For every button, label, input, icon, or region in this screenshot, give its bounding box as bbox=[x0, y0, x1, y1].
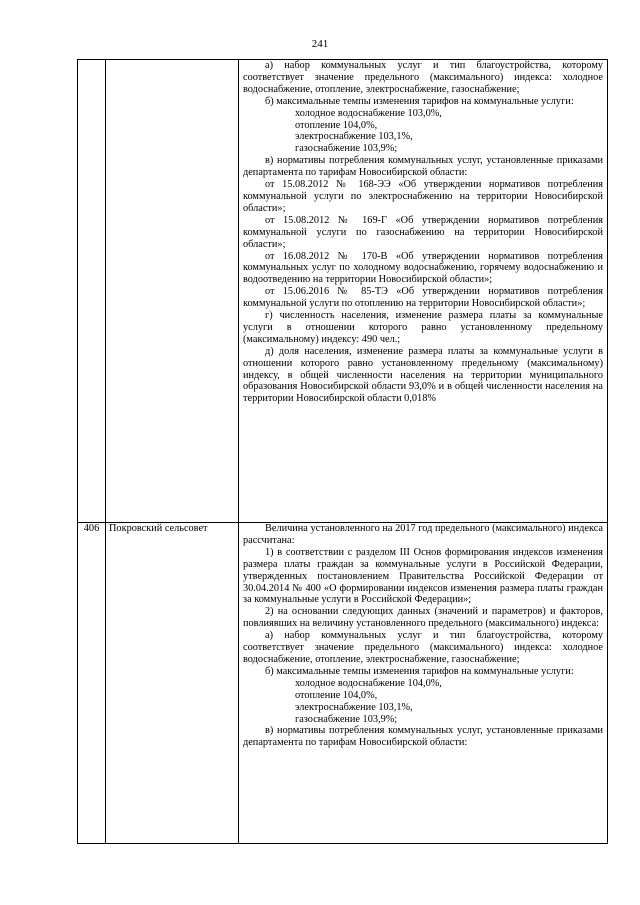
description-cell bbox=[239, 523, 608, 844]
document-table bbox=[77, 59, 608, 844]
paragraph: д) доля населения, изменение размера платы за коммунальные услуги в отношении которого равно установленному предельному (максимальному) индексу, в общей численности населения на территории муниципального образования Новосибирской области 93,0% и в общей численности населения на территории Новосибирской области 0,018% bbox=[243, 345, 603, 405]
page-number: 241 bbox=[311, 38, 329, 50]
paragraph: Величина установленного на 2017 год предельного (максимального) индекса рассчитана: bbox=[243, 523, 603, 546]
tariff-item: газоснабжение 103,9%; bbox=[295, 713, 398, 725]
paragraph: в) нормативы потребления коммунальных услуг, установленные приказами департамента по тарифам Новосибирской области: bbox=[243, 155, 603, 179]
paragraph: от 15.08.2012 № 168-ЭЭ «Об утверждении нормативов потребления коммунальной услуги по электроснабжению на территории Новосибирской области»; bbox=[243, 179, 603, 214]
paragraph: а) набор коммунальных услуг и тип благоустройства, которому соответствует значение предельного (максимального) индекса: холодное водоснабжение, отопление, электроснабжение, газоснабжение; bbox=[243, 630, 603, 665]
paragraph: 2) на основании следующих данных (значений и параметров) и факторов, повлиявших на величину установленного предельного (максимального) индекса: bbox=[243, 606, 603, 630]
paragraph: б) максимальные темпы изменения тарифов на коммунальные услуги: bbox=[265, 95, 574, 107]
tariff-item: отопление 104,0%, bbox=[295, 119, 378, 131]
paragraph: а) набор коммунальных услуг и тип благоустройства, которому соответствует значение предельного (максимального) индекса: холодное водоснабжение, отопление, электроснабжение, газоснабжение; bbox=[243, 60, 603, 95]
paragraph: от 16.08.2012 № 170-В «Об утверждении нормативов потребления коммунальных услуг по холодному водоснабжению, горячему водоснабжению и водоотведению на территории Новосибирской области»; bbox=[243, 250, 603, 286]
paragraph: от 15.06.2016 № 85-ТЭ «Об утверждении нормативов потребления коммунальной услуги по отоплению на территории Новосибирской области»; bbox=[243, 286, 603, 310]
table-row bbox=[78, 60, 608, 523]
paragraph: б) максимальные темпы изменения тарифов на коммунальные услуги: bbox=[265, 665, 574, 677]
row-number-cell bbox=[78, 60, 106, 523]
paragraph: от 15.08.2012 № 169-Г «Об утверждении нормативов потребления коммунальной услуги по газоснабжению на территории Новосибирской области»; bbox=[243, 214, 603, 250]
tariff-item: холодное водоснабжение 104,0%, bbox=[295, 677, 442, 689]
municipality-name-cell bbox=[106, 60, 239, 523]
tariff-item: электроснабжение 103,1%, bbox=[295, 701, 413, 713]
paragraph: в) нормативы потребления коммунальных услуг, установленные приказами департамента по тарифам Новосибирской области: bbox=[243, 725, 603, 749]
paragraph: 1) в соответствии с разделом III Основ формирования индексов изменения размера платы граждан за коммунальные услуги в Российской Федерации, утвержденных постановлением Правительства Российской Федерации от 30.04.2014 № 400 «О формировании индексов изменения размера платы граждан за коммунальные услуги в Российской Федерации»; bbox=[243, 546, 603, 606]
table-row bbox=[78, 523, 608, 844]
tariff-item: газоснабжение 103,9%; bbox=[295, 143, 398, 155]
description-cell bbox=[239, 60, 608, 523]
row-number-cell: 406 bbox=[78, 523, 106, 844]
tariff-item: холодное водоснабжение 103,0%, bbox=[295, 107, 442, 119]
tariff-item: отопление 104,0%, bbox=[295, 689, 378, 701]
municipality-name-cell: Покровский сельсовет bbox=[106, 523, 239, 844]
paragraph: г) численность населения, изменение размера платы за коммунальные услуги в отношении которого равно установленному предельному (максимальному) индексу: 490 чел.; bbox=[243, 310, 603, 345]
tariff-item: электроснабжение 103,1%, bbox=[295, 131, 413, 143]
